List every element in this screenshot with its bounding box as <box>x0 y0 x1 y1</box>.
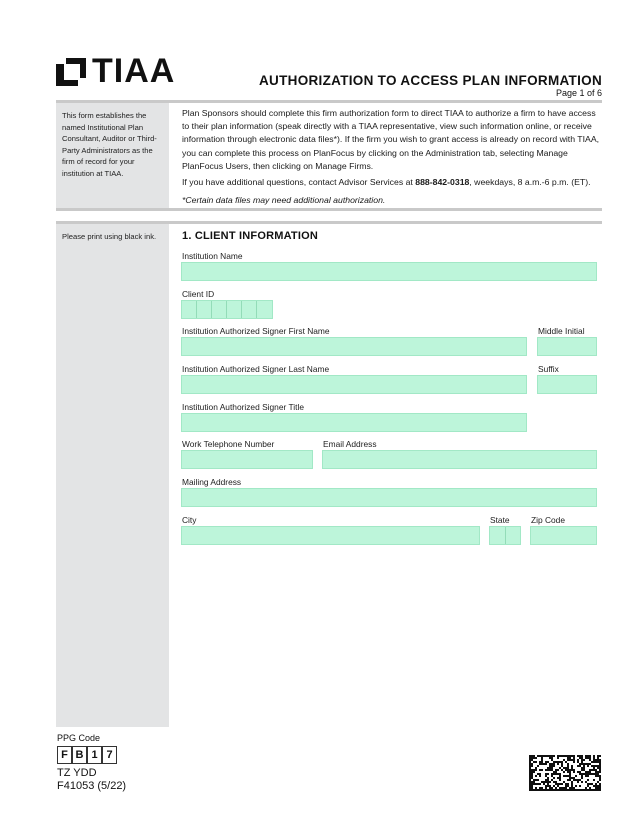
suffix-field[interactable] <box>537 375 597 394</box>
data-files-note: *Certain data files may need additional authorization. <box>182 195 386 206</box>
tiaa-logo-icon <box>56 58 86 86</box>
suffix-label: Suffix <box>538 364 559 374</box>
state-cell-divider <box>505 527 506 544</box>
state-label: State <box>490 515 510 525</box>
city-field[interactable] <box>181 526 480 545</box>
page-indicator: Page 1 of 6 <box>555 88 602 98</box>
middle-initial-label: Middle Initial <box>538 326 585 336</box>
intro-text <box>182 107 600 210</box>
ppg-code-char: F <box>57 746 72 764</box>
client-id-cell-divider <box>256 301 257 318</box>
2d-barcode-icon <box>529 755 601 791</box>
intro-paragraph-1: Plan Sponsors should complete this firm authorization form to direct TIAA to authorize a firm to have access to their plan information (speak directly with a TIAA representative, view such information online, or receive information through electronic data files*). If the firm you wish to grant access is already on record with TIAA, you can complete this process on PlanFocus by clicking on the Administration tab, selecting Manage PlanFocus Users, then clicking on Manage Firms. <box>182 108 600 171</box>
client-id-cell-divider <box>211 301 212 318</box>
email-field[interactable] <box>322 450 597 469</box>
work-phone-field[interactable] <box>181 450 313 469</box>
ppg-code-char: B <box>72 746 87 764</box>
mailing-address-label: Mailing Address <box>182 477 242 487</box>
signer-last-name-label: Institution Authorized Signer Last Name <box>182 364 330 374</box>
mailing-address-field[interactable] <box>181 488 597 507</box>
phone-number: 888-842-0318 <box>415 177 470 188</box>
client-id-cell-divider <box>196 301 197 318</box>
signer-first-name-label: Institution Authorized Signer First Name <box>182 326 330 336</box>
intro-paragraph-2 <box>182 176 600 189</box>
intro-sidebar <box>56 103 169 209</box>
section-title: 1. CLIENT INFORMATION <box>182 230 318 242</box>
hours-text: , weekdays, 8 a.m.-6 p.m. (ET). <box>469 177 591 188</box>
intro-sidebar-text: This form establishes the named Institutional Plan Consultant, Auditor or Third-Party Administrators as the firm of record for your institution at TIAA. <box>62 111 157 178</box>
form-number: F41053 (5/22) <box>57 780 127 792</box>
contact-text: If you have additional questions, contact Advisor Services at <box>182 177 416 188</box>
signer-title-field[interactable] <box>181 413 527 432</box>
ppg-code-char: 7 <box>102 746 117 764</box>
section-sidebar-text: Please print using black ink. <box>62 232 157 241</box>
institution-name-label: Institution Name <box>182 251 243 261</box>
middle-initial-field[interactable] <box>537 337 597 356</box>
state-field[interactable] <box>489 526 521 545</box>
client-id-cell-divider <box>226 301 227 318</box>
signer-title-label: Institution Authorized Signer Title <box>182 402 304 412</box>
tiaa-logo-text: TIAA <box>92 52 176 90</box>
form-title: AUTHORIZATION TO ACCESS PLAN INFORMATION <box>259 73 602 88</box>
client-id-label: Client ID <box>182 289 215 299</box>
client-id-field[interactable] <box>181 300 273 319</box>
email-label: Email Address <box>323 439 377 449</box>
section-sidebar <box>56 224 169 727</box>
intro-bottom-divider <box>56 208 602 211</box>
city-label: City <box>182 515 197 525</box>
work-phone-label: Work Telephone Number <box>182 439 275 449</box>
signer-first-name-field[interactable] <box>181 337 527 356</box>
client-id-cell-divider <box>241 301 242 318</box>
tz-code: TZ YDD <box>57 767 97 779</box>
ppg-code-char: 1 <box>87 746 102 764</box>
zip-field[interactable] <box>530 526 597 545</box>
ppg-code-label: PPG Code <box>57 733 101 743</box>
institution-name-field[interactable] <box>181 262 597 281</box>
zip-label: Zip Code <box>531 515 565 525</box>
signer-last-name-field[interactable] <box>181 375 527 394</box>
